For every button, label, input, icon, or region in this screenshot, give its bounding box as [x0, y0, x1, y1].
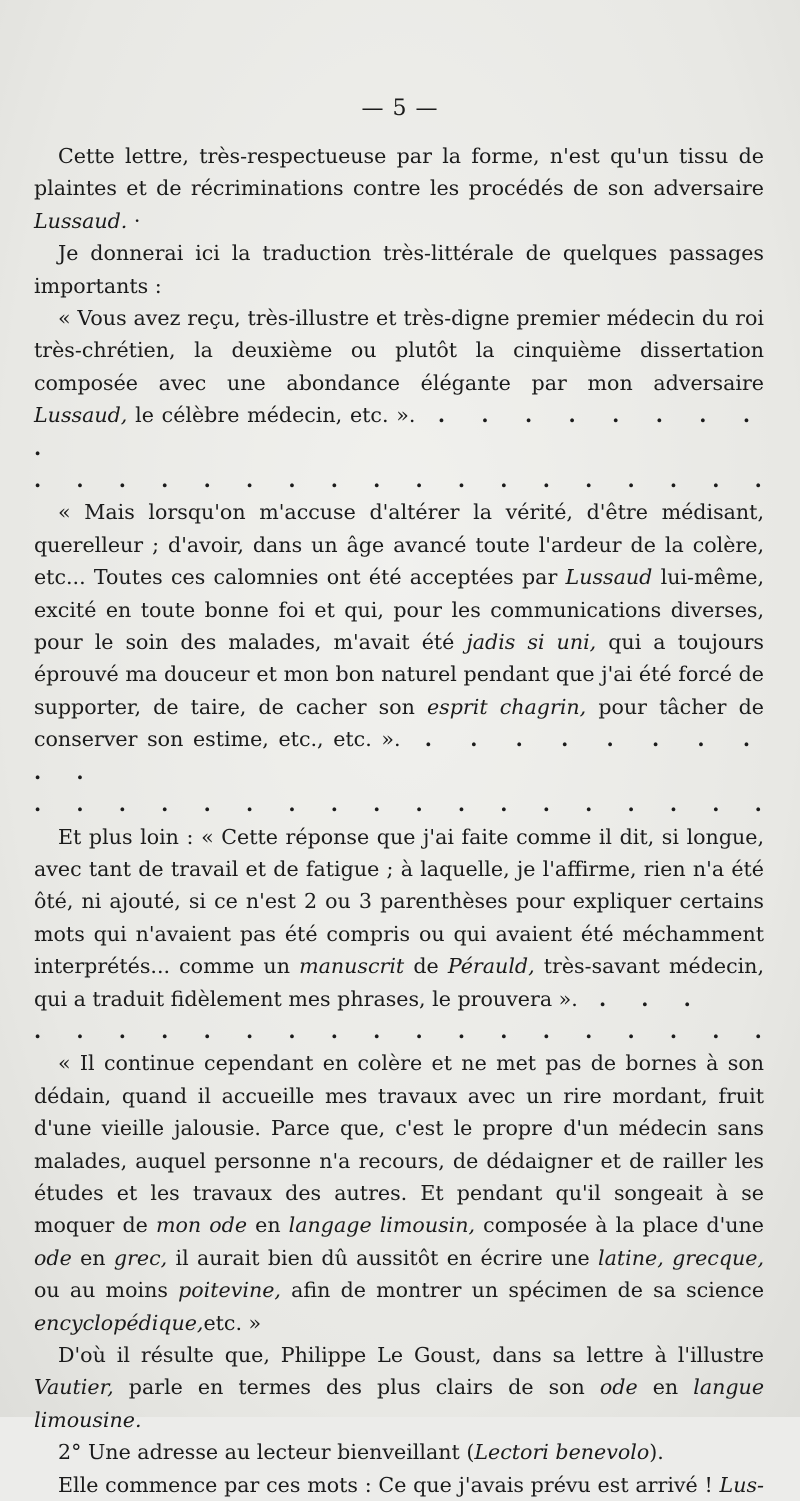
ellipsis-dot: .	[415, 468, 423, 493]
ellipsis-dot: .	[712, 468, 720, 493]
text-span: en	[71, 1245, 114, 1270]
paragraph-p2	[34, 237, 764, 302]
text-span: ou au moins	[34, 1278, 179, 1303]
ellipsis-dot: .	[542, 1018, 550, 1043]
italic-span: Lussaud,	[34, 403, 128, 428]
ellipsis-dot: .	[754, 792, 762, 817]
ellipsis-dot: .	[585, 1018, 593, 1043]
text-span: ·	[127, 208, 141, 233]
text-span: Cette lettre, très-respectueuse par la forme, n'est qu'un tissu de plaintes et de récriminations contre les procédés de son adversaire	[34, 144, 764, 201]
ellipsis-dot: .	[245, 792, 254, 817]
trailing-dots: . . . . . . . . . .	[34, 727, 764, 784]
ellipsis-dot: .	[288, 468, 296, 493]
text-span: en	[247, 1213, 289, 1238]
italic-span: latine,	[598, 1245, 664, 1270]
paragraph-p1	[34, 140, 764, 237]
ellipsis-dot: .	[330, 468, 338, 493]
italic-span: encyclopédique,	[34, 1310, 204, 1335]
italic-span: ode	[599, 1375, 638, 1400]
text-span: en	[637, 1375, 694, 1400]
ellipsis-dot: .	[76, 1018, 84, 1043]
ellipsis-dot: .	[669, 468, 678, 493]
ellipsis-dot: .	[669, 792, 678, 817]
text-span: pour tâcher de conserver son estime, etc., etc. ».	[34, 694, 764, 752]
ellipsis-dot: .	[373, 1018, 381, 1043]
italic-span: langage limousin,	[288, 1213, 476, 1238]
italic-span: manuscrit	[299, 954, 405, 979]
ellipsis-dot: .	[288, 1018, 296, 1043]
ellipsis-dot: .	[415, 1018, 423, 1043]
text-span: « Mais lorsqu'on m'accuse d'altérer la vérité, d'être médisant, querelleur ; d'avoir, dans un âge avancé toute l'ardeur de la colère, etc... Toutes ces calomnies ont été acceptées par	[34, 500, 764, 590]
ellipsis-dot: .	[712, 792, 720, 817]
text-span: composée à la place d'une	[475, 1213, 764, 1238]
text-span: Et plus loin : « Cette réponse que j'ai faite comme il dit, si longue, avec tant de travail et de fatigue ; à laquelle, je l'affirme, rien n'a été ôté, ni ajouté, si ce n'est 2 ou 3 parenthèses pour expliquer certains mots qui n'avaient pas été compris ou qui avaient été méchamment interprétés... comme un	[34, 824, 764, 979]
paragraph-p3	[34, 302, 764, 464]
ellipsis-dot: .	[76, 468, 84, 493]
ellipsis-dot: .	[500, 792, 508, 817]
ellipsis-dot: .	[712, 1018, 720, 1043]
italic-span: grec,	[113, 1245, 168, 1270]
ellipsis-dot: .	[627, 468, 635, 493]
text-span: Elle commence par ces mots : Ce que j'avais prévu est arrivé !	[58, 1472, 720, 1497]
italic-span: Lectori benevolo	[474, 1440, 650, 1465]
ellipsis-dot: .	[457, 792, 466, 817]
ellipsis-dot: .	[457, 468, 466, 493]
italic-span: Lussaud	[565, 565, 653, 590]
ellipsis-dot: .	[542, 468, 550, 493]
italic-span: Lussaud.	[34, 208, 128, 233]
italic-span: esprit chagrin,	[426, 694, 587, 719]
italic-span: Lus-	[719, 1472, 764, 1497]
ellipsis-dot: .	[754, 1018, 762, 1043]
ellipsis-dot: .	[627, 792, 635, 817]
ellipsis-dot: .	[34, 792, 42, 817]
ellipsis-dot: .	[288, 792, 296, 817]
paragraph-p4	[34, 496, 764, 788]
text-span: afin de montrer un spécimen de sa science	[280, 1278, 765, 1303]
ellipsis-dot: .	[203, 1018, 211, 1043]
text-span: D'où il résulte que, Philippe Le Goust, dans sa lettre à l'illustre	[58, 1342, 764, 1367]
ellipsis-dot: .	[203, 468, 211, 493]
ellipsis-dot: .	[245, 468, 254, 493]
ellipsis-dot: .	[373, 468, 381, 493]
ellipsis-dot: .	[542, 792, 550, 817]
ellipsis-dot: .	[585, 468, 593, 493]
ellipsis-dot: .	[161, 1018, 169, 1043]
text-span: Je donnerai ici la traduction très-littérale de quelques passages importants :	[34, 241, 764, 298]
ellipsis-dot: .	[118, 1018, 126, 1043]
italic-span: jadis si uni,	[466, 630, 597, 655]
italic-span: langue limousine.	[34, 1375, 765, 1432]
italic-span: mon ode	[155, 1213, 248, 1238]
text-span: il aurait bien dû aussitôt en écrire une	[167, 1245, 599, 1270]
ellipsis-dot: .	[373, 792, 381, 817]
ellipsis-row	[34, 464, 764, 496]
ellipsis-dot: .	[330, 792, 338, 817]
text-span: de	[404, 954, 448, 979]
text-span: le célèbre médecin, etc. ».	[127, 403, 416, 428]
text-span: ).	[649, 1440, 664, 1465]
paragraph-p8	[34, 1436, 764, 1468]
body-text	[34, 140, 764, 1501]
text-span: parle en termes des plus clairs de son	[113, 1375, 600, 1400]
paragraph-p9	[34, 1469, 764, 1501]
ellipsis-row	[34, 788, 764, 820]
italic-span: Pérauld,	[447, 954, 535, 979]
ellipsis-row	[34, 1015, 764, 1047]
ellipsis-dot: .	[669, 1018, 678, 1043]
italic-span: ode	[34, 1245, 72, 1270]
italic-span: Vautier,	[34, 1375, 114, 1400]
ellipsis-dot: .	[118, 468, 126, 493]
ellipsis-dot: .	[585, 792, 593, 817]
ellipsis-dot: .	[415, 792, 423, 817]
italic-span: poitevine,	[178, 1278, 281, 1303]
ellipsis-dot: .	[457, 1018, 466, 1043]
text-span	[664, 1246, 672, 1270]
page-number: — 5 —	[361, 96, 439, 121]
text-span: très-savant médecin, qui a traduit fidèlement mes phrases, le prouvera ».	[34, 954, 764, 1011]
ellipsis-dot: .	[34, 468, 42, 493]
ellipsis-dot: .	[161, 468, 169, 493]
ellipsis-dot: .	[627, 1018, 635, 1043]
ellipsis-dot: .	[118, 792, 126, 817]
ellipsis-dot: .	[161, 792, 169, 817]
text-span: qui a toujours éprouvé ma douceur et mon bon naturel pendant que j'ai été forcé de supporter, de taire, de cacher son	[34, 630, 764, 719]
text-span: 2° Une adresse au lecteur bienveillant (	[58, 1440, 475, 1465]
ellipsis-dot: .	[34, 1018, 42, 1043]
paragraph-p6	[34, 1047, 764, 1339]
text-span: « Il continue cependant en colère et ne met pas de bornes à son dédain, quand il accueille mes travaux avec un rire mordant, fruit d'une vieille jalousie. Parce que, c'est le propre d'un médecin sans malades, auquel personne n'a recours, de dédaigner et de railler les études et les travaux des autres. Et pendant qu'il songeait à se moquer de	[34, 1051, 764, 1238]
ellipsis-dot: .	[500, 468, 508, 493]
text-span: lui-même, excité en toute bonne foi et qui, pour les communications diverses, pour le soin des malades, m'avait été	[34, 565, 764, 655]
ellipsis-dot: .	[76, 792, 84, 817]
ellipsis-dot: .	[754, 468, 762, 493]
trailing-dots: . . .	[577, 986, 705, 1011]
ellipsis-dot: .	[203, 792, 211, 817]
paragraph-p5	[34, 821, 764, 1015]
trailing-dots: . . . . . . . . .	[34, 403, 764, 460]
ellipsis-dot: .	[245, 1018, 254, 1043]
ellipsis-dot: .	[500, 1018, 508, 1043]
italic-span: grecque,	[672, 1245, 765, 1270]
paragraph-p7	[34, 1339, 764, 1436]
text-span: « Vous avez reçu, très-illustre et très-digne premier médecin du roi très-chrétien, la deuxième ou plutôt la cinquième dissertation composée avec une abondance élégante par mon adversaire	[34, 306, 764, 395]
ellipsis-dot: .	[330, 1018, 338, 1043]
text-span: etc. »	[203, 1310, 262, 1335]
